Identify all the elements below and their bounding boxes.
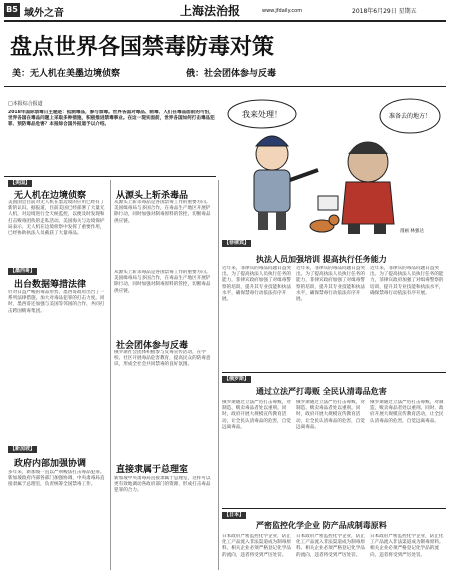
body-text-ru-1: 俄罗斯通过立法严厉打击毒贩，对制造、贩卖毒品者处以重刑。同时，政府开展大规模宣传教育活动，让全民认清毒品的危害，自觉远离毒品。 bbox=[222, 400, 291, 430]
cartoon-illustration bbox=[222, 96, 442, 236]
issue-date: 2018年6月29日 星期五 bbox=[352, 8, 417, 15]
subheadline-left: 美：无人机在美墨边境侦察 bbox=[12, 69, 121, 79]
cartoon-credit: 漫画 林强达 bbox=[400, 229, 424, 234]
page-number-logo: B5 bbox=[4, 3, 20, 17]
body-text-col2b: 俄罗斯社会团体积极参与反毒宣传活动，在学校、社区开展毒品危害教育，提高民众的防毒意识，形成全社会共同禁毒的良好氛围。 bbox=[114, 350, 211, 368]
drug-bag-icon bbox=[318, 196, 338, 210]
body-text-jp-1: 日本政府严密监控化学企业，防止化工产品流入非法渠道成为制毒原料。相关企业必须严格登记化学品的流向，违者将受到严厉处罚。 bbox=[222, 534, 291, 558]
subheadline-right: 俄：社会团体参与反毒 bbox=[186, 69, 277, 79]
section-tag-singapore: 【新加坡】 bbox=[10, 446, 36, 452]
body-text-ph-2: 近年来，菲律宾的毒品问题日益突出。为了提高执法人员执行任务的能力，菲律宾政府加强了对缉毒警察的培训，提升其专业技能和执法水平，确保禁毒行动依法有序开展。 bbox=[296, 266, 365, 303]
body-text-col1a: 美国国会目前对无人机在墨边境的应用已经有了新的认识。据报道，目前美国已经部署了大量无人机，对边境进行全天候监控，以便及时发现和打击贩毒团伙的走私活动。美国海关与边境保护局表示，无人机在边境侦察中发挥了重要作用，已经协助执法人员截获了大量毒品。 bbox=[8, 200, 105, 237]
section-tag-usa: 【美国】 bbox=[10, 180, 31, 186]
main-headline: 盘点世界各国禁毒防毒对策 bbox=[10, 35, 275, 60]
section-subtitle-usa: 从源头上斩杀毒品 bbox=[116, 191, 189, 201]
column-divider-2 bbox=[218, 180, 219, 570]
body-text-col1b: 针对日益严峻的毒品形势，墨西哥政府出台了一系列法律措施，加大对毒品犯罪的打击力度。同时，墨西哥还加强与美国等邻国的合作，共同打击跨国贩毒集团。 bbox=[8, 290, 105, 314]
section-tag-japan: 【日本】 bbox=[224, 512, 245, 518]
body-text-col2c: 新加坡中央肃毒局直接隶属于总理室，这样可以更有效地调动各政府部门的资源，形成打击毒品犯罪的合力。 bbox=[114, 476, 211, 494]
bubble-left-text: 我来处理！ bbox=[242, 110, 282, 119]
headline-divider bbox=[4, 86, 446, 87]
column-divider-1 bbox=[110, 180, 111, 570]
police-figure bbox=[254, 136, 318, 230]
bubble-right-text: 准备去的地方！ bbox=[388, 113, 432, 120]
section-title-mexico: 出台数据筹措法律 bbox=[14, 280, 87, 290]
body-text-col2b-top: 从源头上斩杀毒品是各国禁毒工作的重要方向。美国缉毒局与多国合作，在毒品生产地区开展铲除行动，同时加强对制毒原料的管控，切断毒品供应链。 bbox=[114, 270, 211, 294]
byline: □本报综合报道 bbox=[8, 101, 43, 107]
body-text-ph-3: 近年来，菲律宾的毒品问题日益突出。为了提高执法人员执行任务的能力，菲律宾政府加强了对缉毒警察的培训，提升其专业技能和执法水平，确保禁毒行动依法有序开展。 bbox=[370, 266, 444, 296]
body-text-ru-3: 俄罗斯通过立法严厉打击毒贩，对制造、贩卖毒品者处以重刑。同时，政府开展大规模宣传教育活动，让全民认清毒品的危害，自觉远离毒品。 bbox=[370, 400, 444, 424]
section-divider-jp bbox=[222, 508, 446, 509]
intro-paragraph: 2018年国际禁毒日主题是：抵制毒品，参与禁毒。世界各国对毒品、制毒、人们在毒品面前的可怕，世界各国在毒品问题上采取多种措施，积极推进禁毒事业。在这一现实面前，世界各国如何打击毒品犯罪、预防毒品危害？本报综合国外报道予以介绍。 bbox=[8, 110, 215, 128]
section-divider-ru bbox=[222, 372, 446, 373]
section-subtitle-singapore: 直接隶属于总理室 bbox=[116, 465, 189, 475]
section-title-singapore: 政府内部加强协调 bbox=[14, 459, 87, 469]
section-title-russia: 通过立法严打毒贩 全民认清毒品危害 bbox=[256, 387, 387, 396]
section-title-japan: 严密监控化学企业 防产品成制毒原料 bbox=[256, 521, 387, 530]
body-text-jp-3: 日本政府严密监控化学企业，防止化工产品流入非法渠道成为制毒原料。相关企业必须严格登记化学品的流向，违者将受到严厉处罚。 bbox=[370, 534, 444, 558]
dog-icon bbox=[310, 215, 339, 232]
drug-dealer-figure bbox=[342, 142, 394, 234]
newspaper-title: 上海法治报 bbox=[180, 4, 241, 18]
section-tag-russia: 【俄罗斯】 bbox=[224, 376, 250, 382]
body-text-col2a: 从源头上斩杀毒品是各国禁毒工作的重要方向。美国缉毒局与多国合作，在毒品生产地区开展铲除行动，同时加强对制毒原料的管控，切断毒品供应链。 bbox=[114, 200, 211, 224]
header-divider bbox=[4, 20, 446, 22]
body-text-ph-1: 近年来，菲律宾的毒品问题日益突出。为了提高执法人员执行任务的能力，菲律宾政府加强了对缉毒警察的培训，提升其专业技能和执法水平，确保禁毒行动依法有序开展。 bbox=[222, 266, 291, 303]
body-text-jp-2: 日本政府严密监控化学企业，防止化工产品流入非法渠道成为制毒原料。相关企业必须严格登记化学品的流向，违者将受到严厉处罚。 bbox=[296, 534, 365, 558]
section-tag-mexico: 【墨西哥】 bbox=[10, 268, 36, 274]
section-subtitle-mexico: 社会团体参与反毒 bbox=[116, 341, 189, 351]
body-text-ru-2: 俄罗斯通过立法严厉打击毒贩，对制造、贩卖毒品者处以重刑。同时，政府开展大规模宣传教育活动，让全民认清毒品的危害，自觉远离毒品。 bbox=[296, 400, 365, 430]
section-tag-philippines: 【菲律宾】 bbox=[224, 240, 250, 246]
section-title-usa: 无人机在边境侦察 bbox=[14, 191, 87, 201]
intro-divider bbox=[4, 176, 216, 177]
section-title-philippines: 执法人员加强培训 提高执行任务能力 bbox=[256, 255, 387, 264]
section-name: 域外之音 bbox=[24, 8, 64, 19]
body-text-col1c: 多年来，新加坡一直以严刑峻法打击毒品犯罪。新加坡政府内部各部门加强协调，中央肃毒局直接隶属于总理室，负责统筹全国禁毒工作。 bbox=[8, 470, 105, 488]
website-url: www.jfdaily.com bbox=[262, 8, 303, 14]
page-header bbox=[0, 0, 450, 22]
